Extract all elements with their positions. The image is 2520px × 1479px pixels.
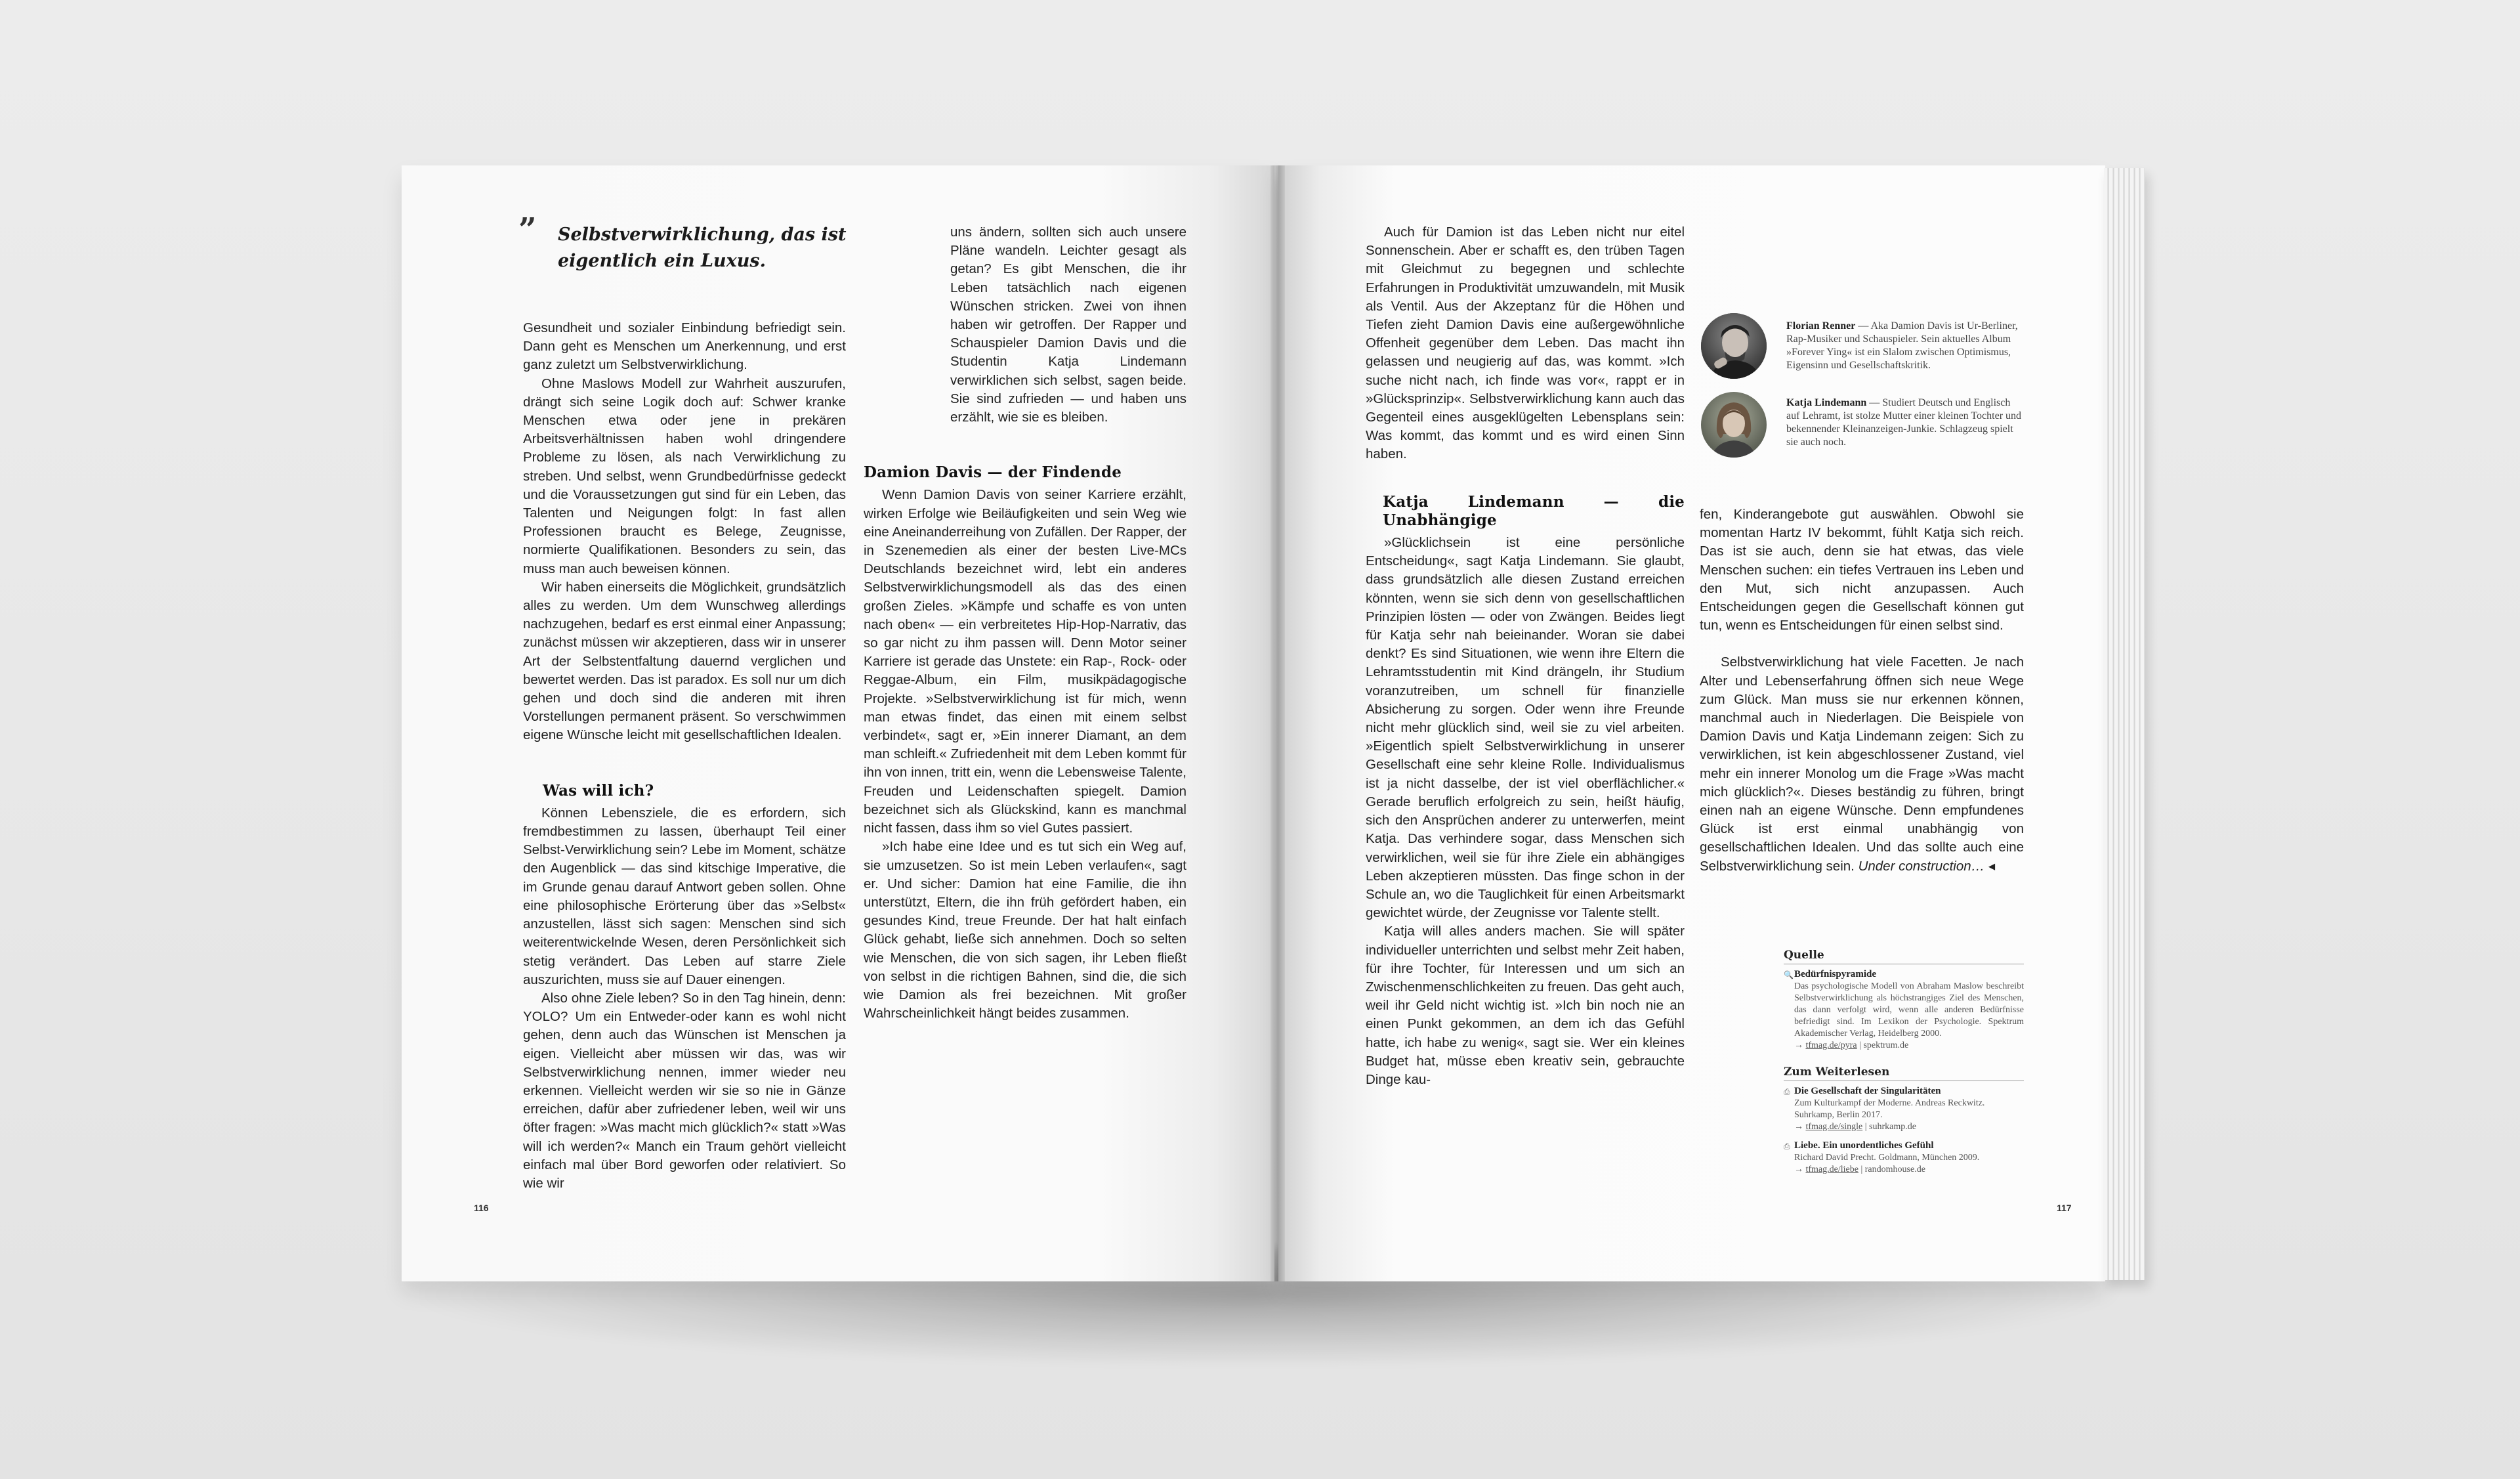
- source-link[interactable]: → tfmag.de/pyra | spektrum.de: [1794, 1040, 1909, 1050]
- gutter: [1270, 165, 1285, 1281]
- paragraph: Gesundheit und sozialer Einbindung befriedigt sein. Dann geht es Menschen um Anerkennung, und erst ganz zuletzt um Selbstverwirklichung.: [523, 320, 846, 373]
- paragraph: Wir haben einerseits die Möglichkeit, grundsätzlich alles zu werden. Um dem Wunschweg allerdings nachzugehen, bedarf es erst einmal einer Anpassung; zunächst müssen wir akzeptieren, dass wir in unserer Art der Selbstentfaltung dauernd verglichen und bewertet werden. Das ist paradox. Es soll nur um dich gehen und doch sind die anderen mit ihren Vorstellungen permanent präsent. So verschwimmen eigene Wünsche leicht mit gesellschaftlichen Idealen.: [523, 579, 846, 743]
- bio-katja-lindemann: [1786, 397, 2024, 449]
- bio-text: — Studiert Deutsch und Englisch auf Lehramt, ist stolze Mutter einer kleinen Tochter und bekennender Kleinanzeigen-Junkie. Schlagzeug spielt sie auch noch.: [1786, 397, 2022, 448]
- paragraph: uns ändern, sollten sich auch unsere Pläne wandeln. Leichter gesagt als getan? Es gibt Menschen, die ihr Leben tatsächlich nach eigenen Wünschen stricken. Zwei von ihnen haben wir getroffen. Der Rapper und Schauspieler Damion Davis und die Studentin Katja Lindemann verwirklichen sich selbst, sagen beide. Sie sind zufrieden — und haben uns erzählt, wie sie es bleiben.: [950, 225, 1186, 425]
- paragraph: Wenn Damion Davis von seiner Karriere erzählt, wirken Erfolge wie Beiläufigkeiten und sein Weg wie eine Aneinanderreihung von Zufällen. Der Rapper, der in Szenemedien als einer der besten Live-MCs Deutschlands bezeichnet wird, lebt ein anderes Selbstverwirklichungsmodell als das des einen großen Zieles. »Kämpfe und schaffe es von unten nach oben« — ein verbreitetes Hip-Hop-Narrativ, das so gar nicht zu ihm passen will. Denn Motor seiner Karriere ist gerade das Unstete: ein Rap-, Rock- oder Reggae-Album, ein Film, musikpädagogische Projekte. »Selbstverwirklichung ist für mich, wenn man etwas findet, das einen mit einem selbst verbindet«, sagt er, »Ein innerer Diamant, an dem man schleift.« Zufriedenheit mit dem Leben kommt für ihn von innen, tritt ein, wenn die Lebensweise Talente, Freuden und Leidenschaften spiegelt. Damion bezeichnet sich als Glückskind, kann es manchmal nicht fassen, dass ihm so viel Gutes passiert.: [864, 487, 1186, 836]
- source-item-text: Das psychologische Modell von Abraham Maslow beschreibt Selbstverwirklichung als höchstrangiges Ziel des Menschen, das dann verfolgt wird, wenn alle anderen Bedürfnisse befriedigt sind. Im Lexikon der Psychologie. Spektrum Akademischer Verlag, Heidelberg 2000.: [1794, 981, 2024, 1039]
- paragraph: Auch für Damion ist das Leben nicht nur eitel Sonnenschein. Aber er schafft es, den trüben Tagen mit Gleichmut zu begegnen und schlechte Erfahrungen in Produktivität umzuwandeln, mit Musik als Ventil. Aus der Akzeptanz für die Höhen und Tiefen zieht Damion Davis eine außergewöhnliche Offenheit gegenüber dem Leben. Das macht ihn gelassen und neugierig auf das, was kommt. »Ich suche nicht nach, ich finde was vor«, rappt er in »Glücksprinzip«. Selbstverwirklichung kann auch das Gegenteil eines ausgeklügelten Lebensplans sein: Was kommt, das kommt und es wird einen Sinn haben.: [1366, 225, 1685, 462]
- paragraph: Katja will alles anders machen. Sie will später individueller unterrichten und selbst mehr Zeit haben, für ihre Tochter, für Interessen und um sich an Zwischenmenschlichkeiten zu freuen. Das geht auch, weil ihr Geld nicht wichtig ist. »Ich bin noch nie an einen Punkt gekommen, an dem ich das Gefühl hatte, ich habe zu wenig«, sagt sie. Wer ein kleines Budget hat, müsse eben kreativ sein, gebrauchte Dinge kau-: [1366, 924, 1685, 1087]
- page-number: 117: [2057, 1203, 2072, 1213]
- book-icon: ⎙: [1784, 1087, 1790, 1096]
- page-number: 116: [474, 1203, 489, 1213]
- section-heading: Was will ich?: [543, 781, 654, 800]
- book-text: Richard David Precht. Goldmann, München 2009.: [1794, 1153, 1980, 1163]
- book-link[interactable]: → tfmag.de/single | suhrkamp.de: [1794, 1122, 1916, 1132]
- arrow-icon: →: [1794, 1122, 1803, 1132]
- right-column-2: [1700, 505, 2024, 876]
- left-column-2: [864, 223, 1186, 1023]
- book-icon: ⎙: [1784, 1142, 1790, 1151]
- arrow-icon: →: [1794, 1040, 1803, 1050]
- book-title: Die Gesellschaft der Singularitäten: [1794, 1086, 1941, 1096]
- source-item: [1784, 968, 2024, 1052]
- further-reading-title: Zum Weiterlesen: [1784, 1065, 1890, 1079]
- book-item: [1784, 1085, 2024, 1133]
- left-column-1: [523, 319, 846, 1193]
- avatar-florian-renner: [1701, 313, 1767, 379]
- sources-sidebar: [1784, 949, 2024, 1182]
- bio-name: Florian Renner: [1786, 320, 1856, 332]
- book-item: [1784, 1140, 2024, 1176]
- book-link[interactable]: → tfmag.de/liebe | randomhouse.de: [1794, 1165, 1925, 1174]
- paragraph: Ohne Maslows Modell zur Wahrheit auszurufen, drängt sich seine Logik doch auf: Schwer kranke Menschen etwa oder jene in prekären Arbeitsverhältnissen haben wohl dringendere Probleme zu lösen, als nach Verwirklichung zu streben. Und selbst, wenn Grundbedürfnisse gedeckt und die Voraussetzungen gut sind für ein Leben, das Talenten und Neigungen folgt: In fast allen Professionen braucht es Belege, Zeugnisse, normierte Qualifikationen. Besonders zu sein, das muss man auch beweisen können.: [523, 375, 846, 576]
- source-item-title: Bedürfnispyramide: [1794, 969, 1877, 979]
- book-title: Liebe. Ein unordentliches Gefühl: [1794, 1140, 1934, 1151]
- book-text: Zum Kulturkampf der Moderne. Andreas Reckwitz. Suhrkamp, Berlin 2017.: [1794, 1098, 1985, 1120]
- section-heading: Katja Lindemann — die Unabhängige: [1383, 492, 1685, 529]
- paragraph: »Ich habe eine Idee und es tut sich ein Weg auf, sie umzusetzen. So ist mein Leben verlaufen«, sagt er. Und sicher: Damion hat eine Familie, die ihn unterstützt, Eltern, die ihn früh gefördert haben, ein gesundes Kind, treue Freunde. Der hat halt einfach Glück gehabt, ließe sich annehmen. Doch so selten wie Menschen, die von sich sagen, ihr Leben fließt von selbst in die richtigen Bahnen, sind die, die sich wie Damion als frei bezeichnen. Mit großer Wahrscheinlichkeit hängt beides zusammen.: [864, 839, 1186, 1021]
- closing-phrase: Under construction…: [1858, 858, 1985, 874]
- page-edges: [2104, 168, 2145, 1280]
- paragraph: Selbstverwirklichung hat viele Facetten. Je nach Alter und Lebenserfahrung öffnen sich neue Wege zum Glück. Man muss sie nur erkennen können, manchmal auch in Niederlagen. Die Beispiele von Damion Davis und Katja Lindemann zeigen: Sich zu verwirklichen, ist kein abgeschlossener Zustand, viel mehr ein innerer Monolog um die Frage »Was macht mich glücklich?«. Dieses beständig zu führen, bringt einen nah an eigene Wünsche. Denn empfundenes Glück ist erst einmal unabhängig von gesellschaftlichen Idealen. Und das sollte auch eine Selbstverwirklichung sein. Under construction… ◂: [1700, 654, 2024, 874]
- magnifier-icon: 🔍: [1784, 970, 1794, 979]
- pullquote: Selbstverwirklichung, das ist eigentlich ein Luxus.: [558, 225, 847, 271]
- bio-name: Katja Lindemann: [1786, 397, 1867, 408]
- right-column-1: [1366, 223, 1685, 1089]
- paragraph: fen, Kinderangebote gut auswählen. Obwohl sie momentan Hartz IV bekommt, fühlt Katja sich reich. Das ist sie auch, denn sie hat etwas, das viele Menschen suchen: ein tiefes Vertrauen ins Leben und den Mut, sich nicht anzupassen. Auch Entscheidungen gegen die Gesellschaft können gut tun, wenn es Entscheidungen für einen selbst sind.: [1700, 507, 2024, 633]
- source-title: Quelle: [1784, 949, 1824, 962]
- end-mark-icon: ◂: [1988, 858, 1996, 874]
- paragraph: Können Lebensziele, die es erfordern, sich fremdbestimmen zu lassen, überhaupt Teil einer Selbst-Verwirklichung sein? Lebe im Moment, schätze den Augenblick — das sind kitschige Imperative, die im Grunde genau darauf Antwort geben sollen. Ohne eine philosophische Erörterung über das »Selbst« anzustellen, lässt sich sagen: Menschen sind sich weiterentwickelnde Wesen, deren Persönlichkeit sich stetig verändert. Das Leben auf starre Ziele auszurichten, muss sie auf Dauer einengen.: [523, 805, 846, 987]
- arrow-icon: →: [1794, 1165, 1803, 1174]
- paragraph: »Glücklichsein ist eine persönliche Entscheidung«, sagt Katja Lindemann. Sie glaubt, dass grundsätzlich alle diesen Zustand erreichen könnten, wenn sie sich denn von gesellschaftlichen Prinzipien lösten — oder von Zwängen. Beides liegt für Katja sehr nah beieinander. Woran sie dabei denkt? Es sind Situationen, wie wenn ihre Eltern die Lehramtsstudentin mit Kind drängeln, ihr Studium voranzutreiben, um schnell für finanzielle Absicherung zu sorgen. Oder wenn ihre Freunde nicht mehr glücklich sind, weil sie zu viel arbeiten. »Eigentlich spielt Selbstverwirklichung in unserer Gesellschaft eine sehr kleine Rolle. Individualismus ist ja nicht dasselbe, der ist viel oberflächlicher.« Gerade beruflich erfolgreich zu sein, heißt häufig, sich den Ansprüchen anderer zu unterwerfen, meint Katja. Das verhindere sogar, dass Menschen sich verwirklichen, weil sie für ihre Ziele ein abhängiges Leben akzeptieren müssten. Das finge schon in der Schule an, wo die Tauglichkeit für einen Arbeitsmarkt gewichtet würde, der Zeugnisse vor Talente stellt.: [1366, 535, 1685, 921]
- quote-mark-icon: ”: [518, 211, 537, 248]
- avatar-katja-lindemann: [1701, 392, 1767, 458]
- bio-text: — Aka Damion Davis ist Ur-Berliner, Rap-Musiker und Schauspieler. Sein aktuelles Album »Forever Ying« ist ein Slalom zwischen Optimismus, Eigensinn und Gesellschaftskritik.: [1786, 320, 2018, 371]
- paragraph: Also ohne Ziele leben? So in den Tag hinein, denn: YOLO? Um ein Entweder-oder kann es wohl nicht gehen, denn auch das Wünschen ist Menschen ja eigen. Vielleicht aber müssen wir das, was wir Selbstverwirklichung nennen, immer wieder neu erkennen. Vielleicht werden wir sie so nie in Gänze erreichen, dafür aber zufriedener leben, weil wir uns öfter fragen: »Was macht mich glücklich?« statt »Was will ich werden?« Manch ein Traum gehört vielleicht einfach mal über Bord geworfen oder relativiert. So wie wir: [523, 990, 846, 1191]
- section-heading: Damion Davis — der Findende: [864, 463, 1122, 482]
- bio-florian-renner: [1786, 320, 2024, 372]
